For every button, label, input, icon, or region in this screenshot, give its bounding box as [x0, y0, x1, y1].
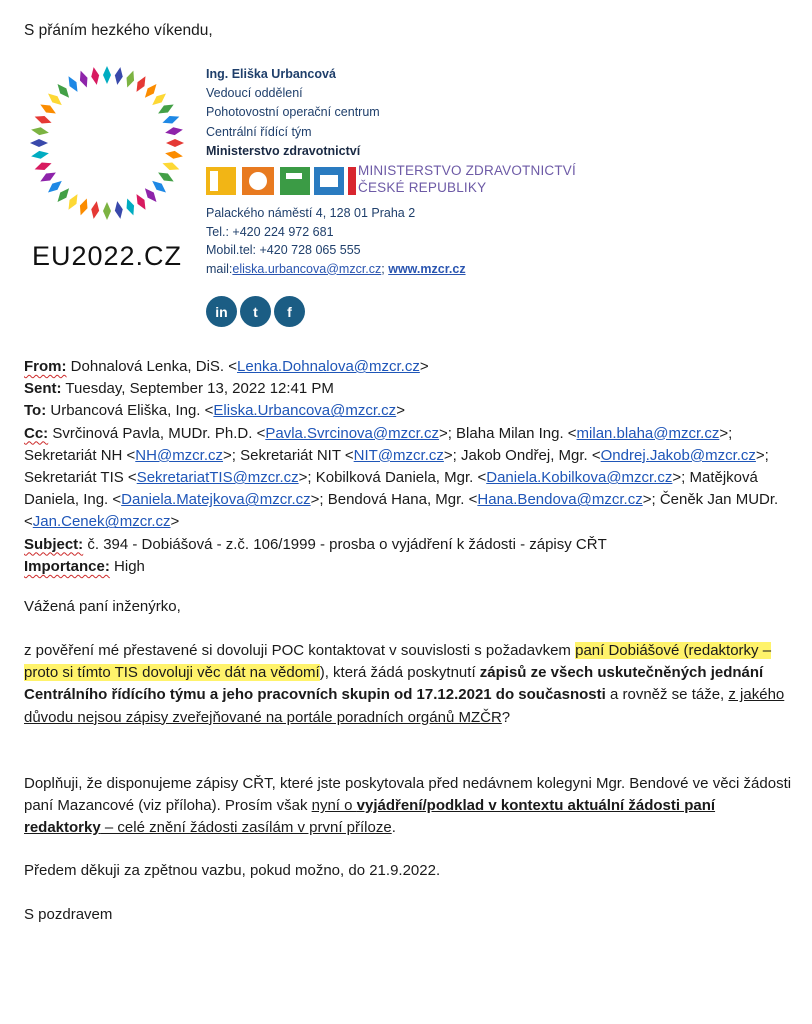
- signature-address: Palackého náměstí 4, 128 01 Praha 2: [206, 206, 416, 220]
- social-links: [206, 296, 305, 327]
- eu2022-diamond: [30, 126, 49, 137]
- from-line: From: Dohnalová Lenka, DiS. <Lenka.Dohnalova@mzcr.cz>: [24, 358, 429, 375]
- signature-contact: [206, 204, 466, 278]
- from-email-link[interactable]: Lenka.Dohnalova@mzcr.cz: [237, 358, 420, 375]
- eu2022-diamond: [113, 66, 124, 85]
- signature-block: [206, 65, 380, 161]
- p1-text-c: a rovněž se táže,: [605, 686, 729, 704]
- to-label: To:: [24, 402, 47, 420]
- p2-end: .: [391, 819, 396, 837]
- signature-team: Centrální řídící tým: [206, 124, 312, 139]
- signature-role: Vedoucí oddělení: [206, 86, 303, 101]
- eu2022-diamond: [161, 113, 181, 127]
- p1-bold: zápisů ze všech uskutečněných jednání Centrálního řídícího týmu a jeho pracovních skupin od 17.12.2021 do současnosti: [24, 664, 764, 704]
- eu2022-diamond: [33, 113, 53, 127]
- eu2022-logo-text: EU2022.CZ: [31, 241, 183, 271]
- importance-line: [24, 556, 794, 578]
- salutation: Vážená paní inženýrko,: [24, 598, 181, 615]
- subject-label: Subject:: [24, 535, 84, 553]
- eu2022-diamond: [156, 169, 176, 185]
- to-line: To: Urbancová Eliška, Ing. <Eliska.Urbancova@mzcr.cz>: [24, 402, 405, 420]
- cc-email-link[interactable]: Ondrej.Jakob@mzcr.cz: [600, 446, 756, 464]
- cc-email-link[interactable]: Pavla.Svrcinova@mzcr.cz: [265, 424, 439, 442]
- cc-name: >; Jakob Ondřej, Mgr. <: [443, 446, 601, 464]
- eu2022-diamond: [30, 149, 49, 160]
- ministry-logo-line2: ČESKÉ REPUBLIKY: [358, 180, 487, 195]
- subject-value: č. 394 - Dobiášová - z.č. 106/1999 - prosba o vyjádření k žádosti - zápisy CŘT: [87, 535, 607, 553]
- eu2022-diamond: [113, 200, 124, 219]
- mail-separator: ;: [381, 261, 389, 276]
- cc-email-link[interactable]: milan.blaha@mzcr.cz: [576, 424, 720, 442]
- eu2022-diamond: [103, 202, 111, 220]
- signature-ministry: Ministerstvo zdravotnictví: [206, 143, 361, 158]
- cc-name: >; Sekretariát NH <: [24, 424, 733, 464]
- eu2022-diamond: [33, 159, 53, 173]
- importance-label: Importance:: [24, 557, 110, 575]
- eu2022-diamond: [103, 66, 111, 84]
- to-email-link[interactable]: Eliska.Urbancova@mzcr.cz: [213, 402, 397, 420]
- cc-email-link[interactable]: Daniela.Matejkova@mzcr.cz: [121, 491, 311, 509]
- paragraph-1: [24, 640, 794, 729]
- signature-web-link[interactable]: www.mzcr.cz: [388, 261, 466, 276]
- cc-email-link[interactable]: Jan.Cenek@mzcr.cz: [32, 513, 171, 531]
- cc-label: Cc:: [24, 424, 49, 442]
- eu2022-diamond: [123, 197, 137, 217]
- signature-mobil: Mobil.tel: +420 728 065 555: [206, 243, 361, 257]
- p2-bold-underline: vyjádření/podklad v kontextu aktuální žádosti paní redaktorky: [24, 797, 716, 837]
- p1-text-d: ?: [501, 708, 511, 726]
- eu2022-diamond: [38, 169, 58, 185]
- eu2022-diamond: [77, 69, 91, 89]
- eu2022-diamond: [90, 66, 101, 85]
- cc-email-link[interactable]: NH@mzcr.cz: [135, 446, 224, 464]
- eu2022-diamond: [90, 200, 101, 219]
- eu2022-diamond: [164, 149, 183, 160]
- cc-line: [24, 423, 794, 534]
- ministry-logo-line1: MINISTERSTVO ZDRAVOTNICTVÍ: [358, 163, 576, 178]
- eu2022-diamond: [166, 139, 184, 147]
- p2-underline-2: – celé znění žádosti zasílám v první příloze: [100, 819, 392, 837]
- eu2022-star-ring: [30, 66, 184, 220]
- signature-tel: Tel.: +420 224 972 681: [206, 224, 334, 239]
- sent-line: [24, 378, 794, 400]
- p1-text-b: ), která žádá poskytnutí: [319, 664, 480, 682]
- signature-mail-line: [206, 260, 466, 279]
- eu2022-diamond: [77, 197, 91, 217]
- eu2022-diamond: [164, 126, 183, 137]
- paragraph-3: Předem děkuji za zpětnou vazbu, pokud možno, do 21.9.2022.: [24, 862, 441, 879]
- sent-value: Tuesday, September 13, 2022 12:41 PM: [65, 380, 334, 398]
- eu2022-diamond: [30, 139, 48, 147]
- cc-end: >: [170, 513, 180, 531]
- cc-email-link[interactable]: SekretariatTIS@mzcr.cz: [136, 469, 299, 487]
- cc-email-link[interactable]: NIT@mzcr.cz: [353, 446, 444, 464]
- p1-text-a: z pověření mé přestavené si dovoluji POC kontaktovat v souvislosti s požadavkem: [24, 642, 576, 659]
- cc-list: [24, 425, 778, 531]
- p2-text-a: Doplňuji, že disponujeme zápisy CŘT, které jste poskytovala před nedávnem kolegyni Mgr. Bendové ve věci žádosti paní Mazancové (viz příloha). Prosím však: [24, 775, 792, 815]
- facebook-icon[interactable]: f: [274, 296, 305, 327]
- importance-value: High: [114, 557, 145, 575]
- cc-name: Svrčinová Pavla, MUDr. Ph.D. <: [52, 424, 266, 442]
- cc-name: >; Bendová Hana, Mgr. <: [310, 491, 478, 509]
- to-name: Urbancová Eliška, Ing. <: [50, 402, 214, 420]
- paragraph-2: [24, 773, 794, 840]
- closing: S pozdravem: [24, 906, 113, 923]
- from-label: From:: [24, 358, 67, 375]
- eu2022-diamond: [156, 101, 176, 117]
- greeting: S přáním hezkého víkendu,: [24, 22, 213, 39]
- cc-name: >; Blaha Milan Ing. <: [438, 424, 577, 442]
- cc-name: >; Kobilková Daniela, Mgr. <: [298, 469, 487, 487]
- p1-highlight: paní Dobiášové (redaktorky – proto si tímto TIS dovoluji věc dát na vědomí: [24, 642, 772, 682]
- eu2022-logo: [20, 60, 195, 275]
- ministry-logo-text: [358, 162, 576, 196]
- linkedin-icon[interactable]: in: [206, 296, 237, 327]
- eu2022-diamond: [133, 192, 149, 212]
- signature-department: Pohotovostní operační centrum: [206, 105, 380, 120]
- p2-underline-1: nyní o: [311, 797, 357, 815]
- email-header: [24, 356, 794, 578]
- eu2022-diamond: [65, 192, 81, 212]
- cc-name: >; Sekretariát TIS <: [24, 446, 769, 487]
- eu2022-diamond: [123, 69, 137, 89]
- subject-line: [24, 534, 794, 556]
- signature-name: Ing. Eliška Urbancová: [206, 67, 336, 81]
- mail-prefix: mail:: [206, 261, 233, 276]
- twitter-icon[interactable]: t: [240, 296, 271, 327]
- eu2022-diamond: [133, 74, 149, 94]
- cc-email-link[interactable]: Daniela.Kobilkova@mzcr.cz: [486, 469, 673, 487]
- cc-name: >; Matějková Daniela, Ing. <: [24, 469, 758, 509]
- eu2022-diamond: [38, 101, 58, 117]
- from-name: Dohnalová Lenka, DiS. <: [70, 358, 238, 375]
- cc-email-link[interactable]: Hana.Bendova@mzcr.cz: [477, 491, 643, 509]
- cc-name: >; Sekretariát NIT <: [223, 446, 354, 464]
- p1-underline: z jakého důvodu nejsou zápisy zveřejňované na portále poradních orgánů MZČR: [24, 686, 785, 726]
- eu2022-diamond: [65, 74, 81, 94]
- cc-name: >; Čeněk Jan MUDr. <: [24, 491, 779, 531]
- sent-label: Sent:: [24, 380, 62, 398]
- signature-mail-link[interactable]: eliska.urbancova@mzcr.cz: [232, 261, 382, 276]
- eu2022-diamond: [161, 159, 181, 173]
